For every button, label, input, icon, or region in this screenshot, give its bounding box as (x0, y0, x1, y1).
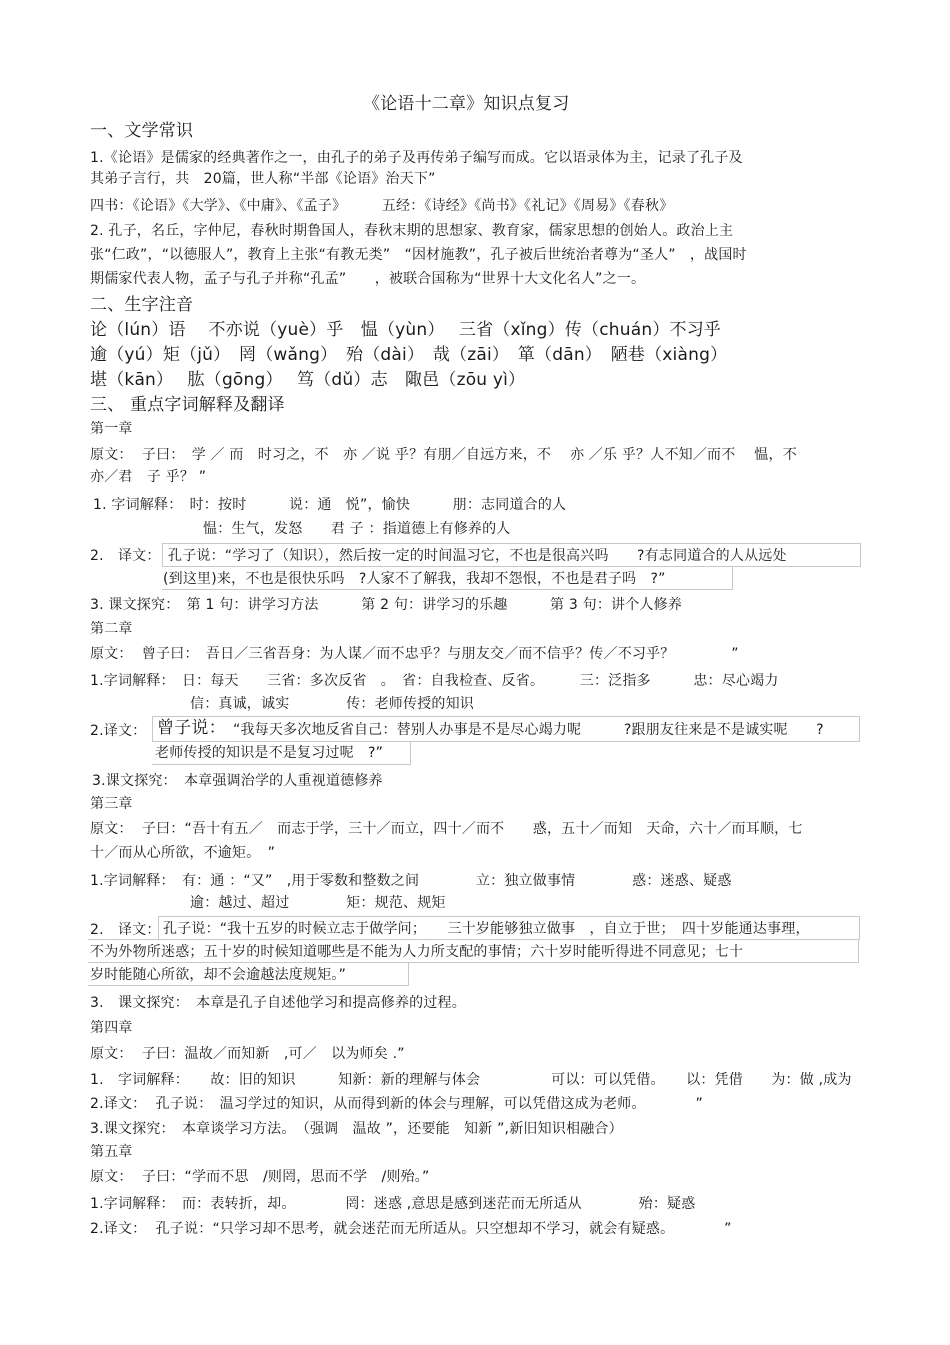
paragraph-line: 2. 孔子，名丘，字仲尼，春秋时期鲁国人，春秋末期的思想家、教育家，儒家思想的创始人。政治上主 (90, 223, 734, 239)
translation-line: 孔子说：“我十五岁的时候立志于做学问； 三十岁能够独立做事 ，自立于世； 四十岁能通达事理， (163, 921, 810, 937)
chapter-title: 第五章 (90, 1144, 133, 1160)
translation-line: “我每天多次地反省自己：替别人办事是不是尽心竭力呢 ?跟朋友往来是不是诚实呢 ? (233, 722, 824, 738)
chapter-title: 第三章 (90, 796, 133, 812)
word-explanation-line: 信：真诚，诚实 传：老师传授的知识 (190, 696, 474, 712)
word-explanation-line: 1. 字词解释： 故：旧的知识 知新：新的理解与体会 可以：可以凭借。 以：凭借 为：做 ,成为 (90, 1072, 852, 1088)
chapter-title: 第一章 (90, 421, 133, 437)
translation-line: 不为外物所迷惑；五十岁的时候知道哪些是不能为人力所支配的事情；六十岁时能听得进不同意见；七十 (90, 944, 744, 960)
paragraph-line: 期儒家代表人物，孟子与孔子并称“孔孟” ，被联合国称为“世界十大文化名人”之一。 (90, 271, 646, 287)
chapter-title: 第二章 (90, 621, 133, 637)
original-text-line: 原文： 曾子曰： 吾日／三省吾身：为人谋／而不忠乎？与朋友交／而不信乎？传／不习乎？ ” (90, 646, 739, 662)
translation-label: 2. 译文： (90, 548, 161, 564)
page-title: 《论语十二章》知识点复习 (363, 94, 570, 114)
pronunciation-row: 堪（kān） 肱（gōng） 笃（dǔ）志 陬邑（zōu yì） (90, 370, 526, 390)
original-text-line: 原文： 子曰：“吾十有五／ 而志于学，三十／而立，四十／而不 惑，五十／而知 天命，六十／而耳顺，七 (90, 821, 803, 837)
text-exploration: 3.课文探究： 本章强调治学的人重视道德修养 (92, 773, 383, 789)
text-exploration: 3.课文探究： 本章谈学习方法。 （强调 温故 ”，还要能 知新 ”,新旧知识相融合） (90, 1121, 623, 1137)
original-text-line: 十／而从心所欲，不逾矩。 ” (90, 845, 276, 861)
translation-label: 2.译文： (90, 723, 147, 739)
four-books-five-classics: 四书：《论语》《大学》、《中庸》、《孟子》 五经：《诗经》《尚书》《礼记》《周易》《春秋》 (90, 198, 674, 214)
original-text-line: 原文： 子曰： 学 ／ 而 时习之，不 亦 ／说 乎？有朋／自远方来，不 亦 ／乐 乎？人不知／而不 愠，不 (90, 447, 797, 463)
section-heading-key-words: 三、 重点字词解释及翻译 (90, 395, 285, 415)
text-exploration: 3. 课文探究： 本章是孔子自述他学习和提高修养的过程。 (90, 995, 466, 1011)
translation-line: 2.译文： 孔子说： 温习学过的知识，从而得到新的体会与理解，可以凭借这成为老师。 ” (90, 1096, 703, 1112)
original-text-line: 亦／君 子 乎？ ” (90, 469, 207, 485)
word-explanation-line: 愠：生气，发怒 君 子 ：指道德上有修养的人 (203, 521, 511, 537)
paragraph-line: 其弟子言行，共 20篇，世人称“半部《论语》治天下” (90, 171, 436, 187)
paragraph-line: 张“仁政”，“以德服人”，教育上主张“有教无类” “因材施教”，孔子被后世统治者尊为“圣人” ，战国时 (90, 247, 747, 263)
original-text-line: 原文： 子曰：“学而不思 /则罔，思而不学 /则殆。” (90, 1169, 430, 1185)
translation-speaker: 曾子说： (157, 718, 226, 738)
word-explanation-line: 逾：越过、超过 矩：规范、规矩 (190, 895, 446, 911)
translation-line: (到这里)来，不也是很快乐吗 ?人家不了解我，我却不怨恨，不也是君子吗 ?” (163, 571, 666, 587)
translation-line: 老师传授的知识是不是复习过呢 ?” (155, 745, 384, 761)
section-heading-literary-knowledge: 一、文学常识 (90, 121, 194, 141)
pronunciation-row: 逾（yú）矩（jǔ） 罔（wǎng） 殆（dài） 哉（zāi） 箪（dān） 陋巷（xiàng） (90, 345, 728, 365)
translation-line: 孔子说：“学习了（知识），然后按一定的时间温习它，不也是很高兴吗 ?有志同道合的人从远处 (168, 548, 787, 564)
translation-line: 岁时能随心所欲，却不会逾越法度规矩。” (90, 967, 347, 983)
translation-line: 2.译文： 孔子说：“只学习却不思考，就会迷茫而无所适从。只空想却不学习，就会有疑惑。 ” (90, 1221, 732, 1237)
word-explanation-line: 1.字词解释： 日：每天 三省：多次反省 。 省：自我检查、反省。 三：泛指多 忠：尽心竭力 (90, 673, 779, 689)
paragraph-line: 1.《论语》是儒家的经典著作之一，由孔子的弟子及再传弟子编写而成。它以语录体为主，记录了孔子及 (90, 150, 743, 166)
chapter-title: 第四章 (90, 1020, 133, 1036)
original-text-line: 原文： 子曰：温故／而知新 ,可／ 以为师矣 .” (90, 1046, 405, 1062)
pronunciation-row: 论（lún）语 不亦说（yuè）乎 愠（yùn） 三省（xǐng）传（chuán）不习乎 (90, 320, 722, 340)
text-exploration: 3. 课文探究： 第 1 句：讲学习方法 第 2 句：讲学习的乐趣 第 3 句：讲个人修养 (90, 597, 683, 613)
word-explanation-line: 1.字词解释： 有：通 ：“又” ,用于零数和整数之间 立：独立做事情 惑：迷惑、疑惑 (90, 873, 732, 889)
word-explanation-line: 1. 字词解释： 时：按时 说：通 悦”，愉快 朋：志同道合的人 (93, 497, 567, 513)
section-heading-pronunciation: 二、生字注音 (90, 295, 194, 315)
word-explanation-line: 1.字词解释： 而：表转折，却。 罔：迷惑 ,意思是感到迷茫而无所适从 殆：疑惑 (90, 1196, 696, 1212)
translation-label: 2. 译文： (90, 922, 161, 938)
